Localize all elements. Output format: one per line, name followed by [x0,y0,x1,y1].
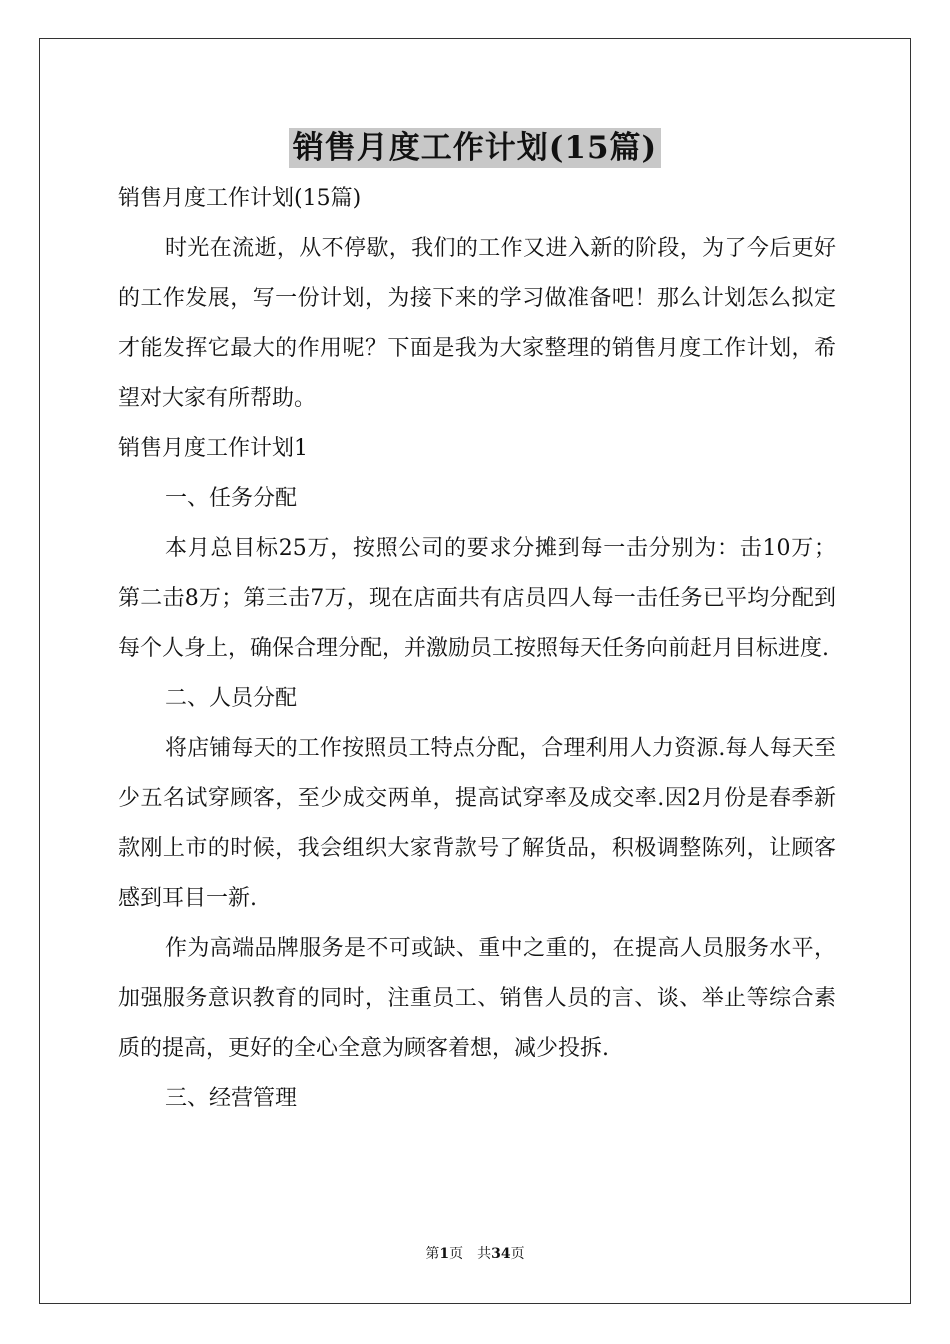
page-number: 1 [439,1246,450,1262]
part2-paragraph-1: 将店铺每天的工作按照员工特点分配，合理利用人力资源.每人每天至少五名试穿顾客，至少成交两单，提高试穿率及成交率.因2月份是春季新款刚上市的时候，我会组织大家背款号了解货品，积极调整陈列，让顾客感到耳目一新. [118,736,836,911]
intro-paragraph: 时光在流逝，从不停歇，我们的工作又进入新的阶段，为了今后更好的工作发展，写一份计划，为接下来的学习做准备吧！那么计划怎么拟定才能发挥它最大的作用呢？下面是我为大家整理的销售月度工作计划，希望对大家有所帮助。 [118,236,836,411]
page-suffix: 页 [449,1246,464,1262]
part1-heading: 一、任务分配 [165,486,298,511]
part2-paragraph-2: 作为高端品牌服务是不可或缺、重中之重的，在提高人员服务水平，加强服务意识教育的同时，注重员工、销售人员的言、谈、举止等综合素质的提高，更好的全心全意为顾客着想，减少投拆. [118,936,836,1061]
page-footer [0,1244,950,1264]
section-heading: 销售月度工作计划1 [118,436,308,461]
total-suffix: 页 [510,1246,525,1262]
document-title: 销售月度工作计划(15篇) [289,128,661,168]
document-body [118,174,836,1124]
total-prefix: 共 [477,1246,492,1262]
part3-heading: 三、经营管理 [165,1086,298,1111]
total-pages: 34 [491,1246,511,1262]
part1-paragraph: 本月总目标25万，按照公司的要求分摊到每一击分别为：击10万；第二击8万；第三击7万，现在店面共有店员四人每一击任务已平均分配到每个人身上，确保合理分配，并激励员工按照每天任务向前赶月目标进度. [118,536,836,661]
part2-heading: 二、人员分配 [165,686,298,711]
document-subtitle: 销售月度工作计划(15篇) [118,186,362,211]
page-prefix: 第 [425,1246,440,1262]
title-area [0,128,950,168]
